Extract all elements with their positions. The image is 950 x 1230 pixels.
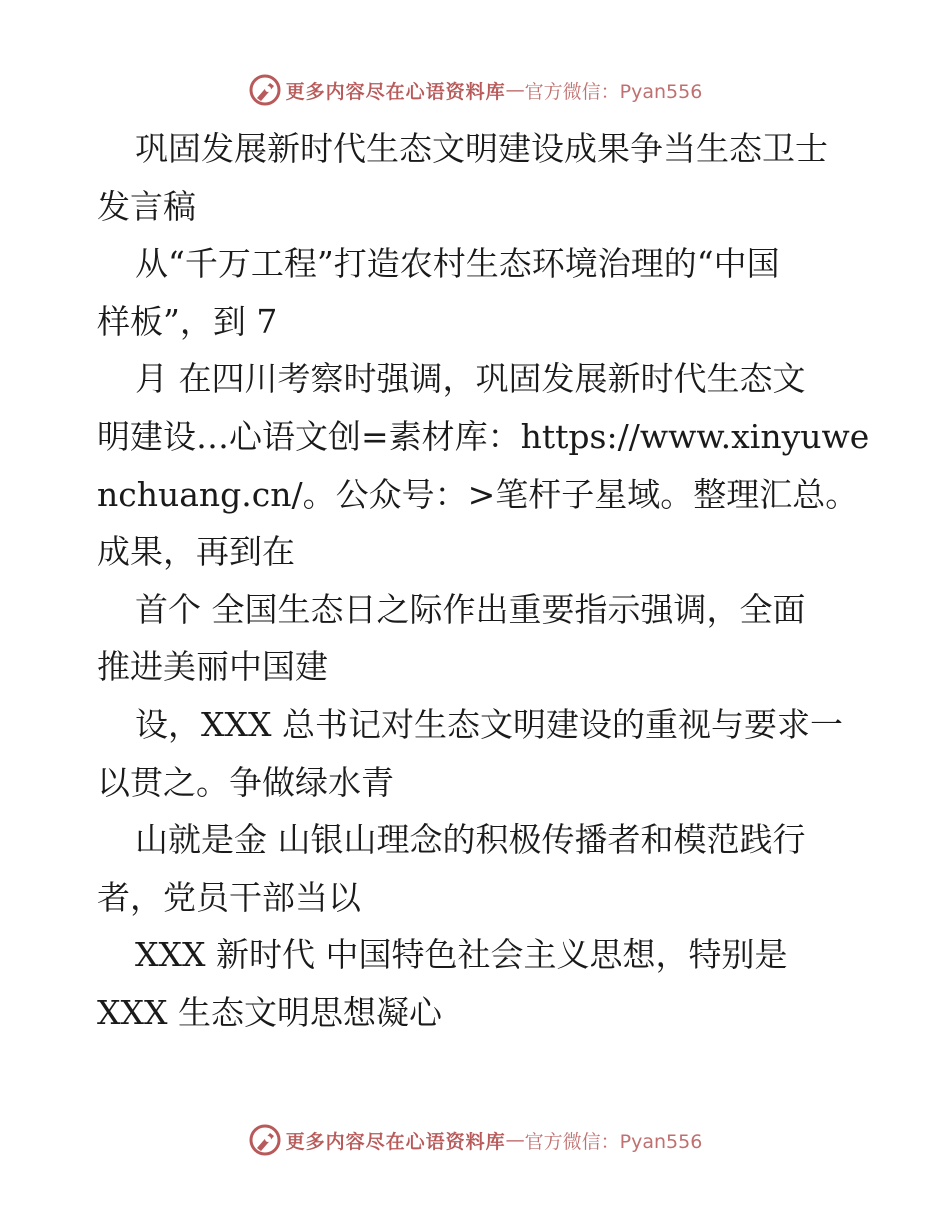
header-separator: — xyxy=(505,79,525,101)
body-line: 成果，再到在 xyxy=(97,532,295,572)
body-line: 设，XXX 总书记对生态文明建设的重视与要求一 xyxy=(135,704,843,744)
body-line: 首个 全国生态日之际作出重要指示强调，全面 xyxy=(135,589,806,629)
header-banner xyxy=(0,70,950,110)
header-contact: 官方微信：Pyan556 xyxy=(524,80,703,103)
body-line: 山就是金 山银山理念的积极传播者和模范践行 xyxy=(135,820,806,860)
pen-logo-icon xyxy=(248,1123,282,1157)
body-line: 以贯之。争做绿水青 xyxy=(97,762,394,802)
footer-banner xyxy=(0,1120,950,1160)
header-brand: 更多内容尽在心语资料库 xyxy=(285,80,506,103)
body-line: 从“千万工程”打造农村生态环境治理的“中国 xyxy=(135,244,780,284)
body-line: XXX 新时代 中国特色社会主义思想，特别是 xyxy=(135,935,788,975)
body-line: 巩固发展新时代生态文明建设成果争当生态卫士 xyxy=(135,129,828,168)
footer-separator: — xyxy=(505,1129,525,1151)
body-line: 明建设…心语文创=素材库：https://www.xinyuwe xyxy=(97,416,870,456)
body-line: nchuang.cn/。公众号：>笔杆子星域。整理汇总。 xyxy=(97,474,859,514)
body-line: 样板”，到 7 xyxy=(97,301,278,341)
body-line: XXX 生态文明思想凝心 xyxy=(97,992,442,1032)
body-line: 者，党员干部当以 xyxy=(97,877,361,917)
body-line: 月 在四川考察时强调，巩固发展新时代生态文 xyxy=(135,359,806,399)
pen-logo-icon xyxy=(248,73,282,107)
body-line: 推进美丽中国建 xyxy=(97,647,328,687)
document-body xyxy=(97,120,870,1042)
footer-brand: 更多内容尽在心语资料库 xyxy=(285,1130,506,1153)
body-line: 发言稿 xyxy=(97,186,196,226)
footer-contact: 官方微信：Pyan556 xyxy=(524,1130,703,1153)
